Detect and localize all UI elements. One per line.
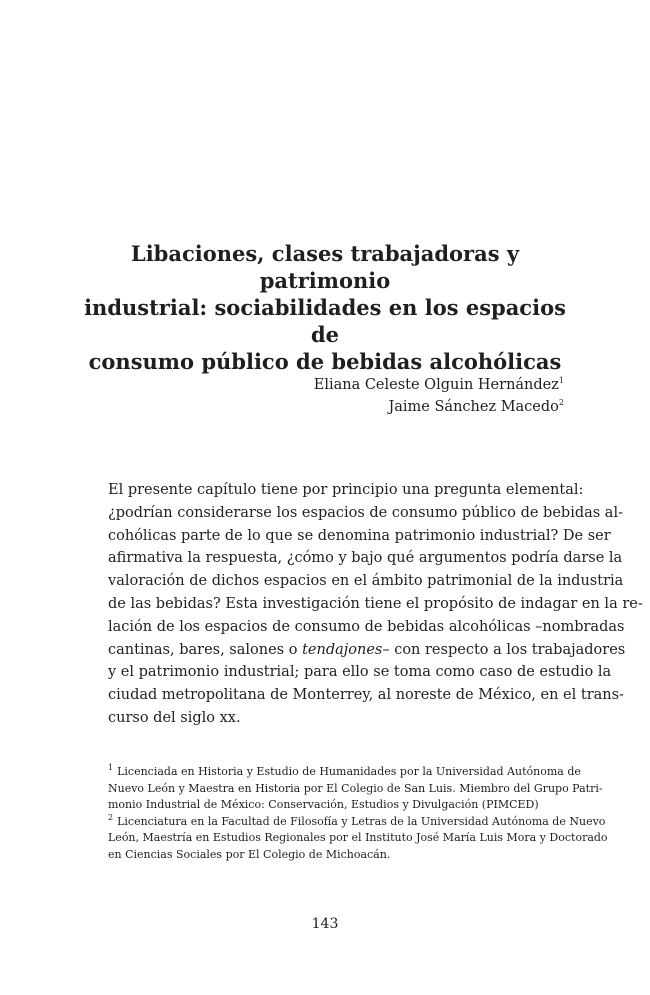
footnote-text: Licenciada en Historia y Estudio de Humanidades por la Universidad Autónoma de — [117, 765, 581, 778]
title-line: industrial: sociabilidades en los espacios de — [84, 295, 566, 347]
footnote-ref[interactable]: 2 — [558, 398, 564, 408]
italic-term: tendajones — [302, 641, 383, 658]
footnote-ref[interactable]: 1 — [558, 376, 564, 386]
abstract-text: – con respecto a los trabajadores — [382, 641, 626, 658]
abstract-line: cohólicas parte de lo que se denomina patrimonio industrial? De ser — [108, 527, 611, 544]
author-name-text: Eliana Celeste Olguin Hernández — [313, 377, 559, 393]
page-number: 143 — [311, 916, 339, 932]
abstract-line: y el patrimonio industrial; para ello se toma como caso de estudio la — [108, 664, 612, 681]
footnote-mark: 2 — [108, 813, 114, 823]
footnote-line: monio Industrial de México: Conservación, Estudios y Divulgación (PIMCED) — [108, 798, 539, 812]
footnote-line — [108, 813, 606, 831]
author-name-text: Jaime Sánchez Macedo — [388, 399, 559, 415]
footnote-line: en Ciencias Sociales por El Colegio de Michoacán. — [108, 847, 391, 861]
abstract-paragraph — [108, 479, 643, 730]
abstract-line: de las bebidas? Esta investigación tiene el propósito de indagar en la re- — [108, 595, 643, 612]
abstract-line: afirmativa la respuesta, ¿cómo y bajo qué argumentos podría darse la — [108, 550, 623, 567]
abstract-line: lación de los espacios de consumo de bebidas alcohólicas –nombradas — [108, 618, 625, 635]
author-name — [314, 396, 564, 418]
footnotes — [108, 763, 608, 864]
footnote-line: León, Maestría en Estudios Regionales por el Instituto José María Luis Mora y Doctorado — [108, 831, 608, 845]
abstract-text: cantinas, bares, salones o — [108, 641, 303, 658]
author-block — [314, 374, 564, 418]
abstract-line: ciudad metropolitana de Monterrey, al noreste de México, en el trans- — [108, 687, 624, 704]
title-line: consumo público de bebidas alcohólicas — [88, 349, 562, 374]
abstract-line: ¿podrían considerarse los espacios de consumo público de bebidas al- — [108, 504, 623, 521]
chapter-title — [80, 240, 570, 375]
abstract-line — [108, 639, 626, 662]
abstract-line: curso del siglo xx. — [108, 709, 241, 726]
abstract-line: valoración de dichos espacios en el ámbito patrimonial de la industria — [108, 573, 624, 590]
title-line: Libaciones, clases trabajadoras y patrimonio — [130, 241, 520, 293]
abstract-line: El presente capítulo tiene por principio una pregunta elemental: — [108, 482, 584, 498]
footnote-line — [108, 763, 581, 781]
footnote-text: Licenciatura en la Facultad de Filosofía y Letras de la Universidad Autónoma de Nuevo — [117, 814, 606, 828]
footnote-mark: 1 — [108, 763, 114, 773]
footnote-line: Nuevo León y Maestra en Historia por El Colegio de San Luis. Miembro del Grupo Patri- — [108, 781, 603, 795]
author-name — [314, 374, 564, 396]
